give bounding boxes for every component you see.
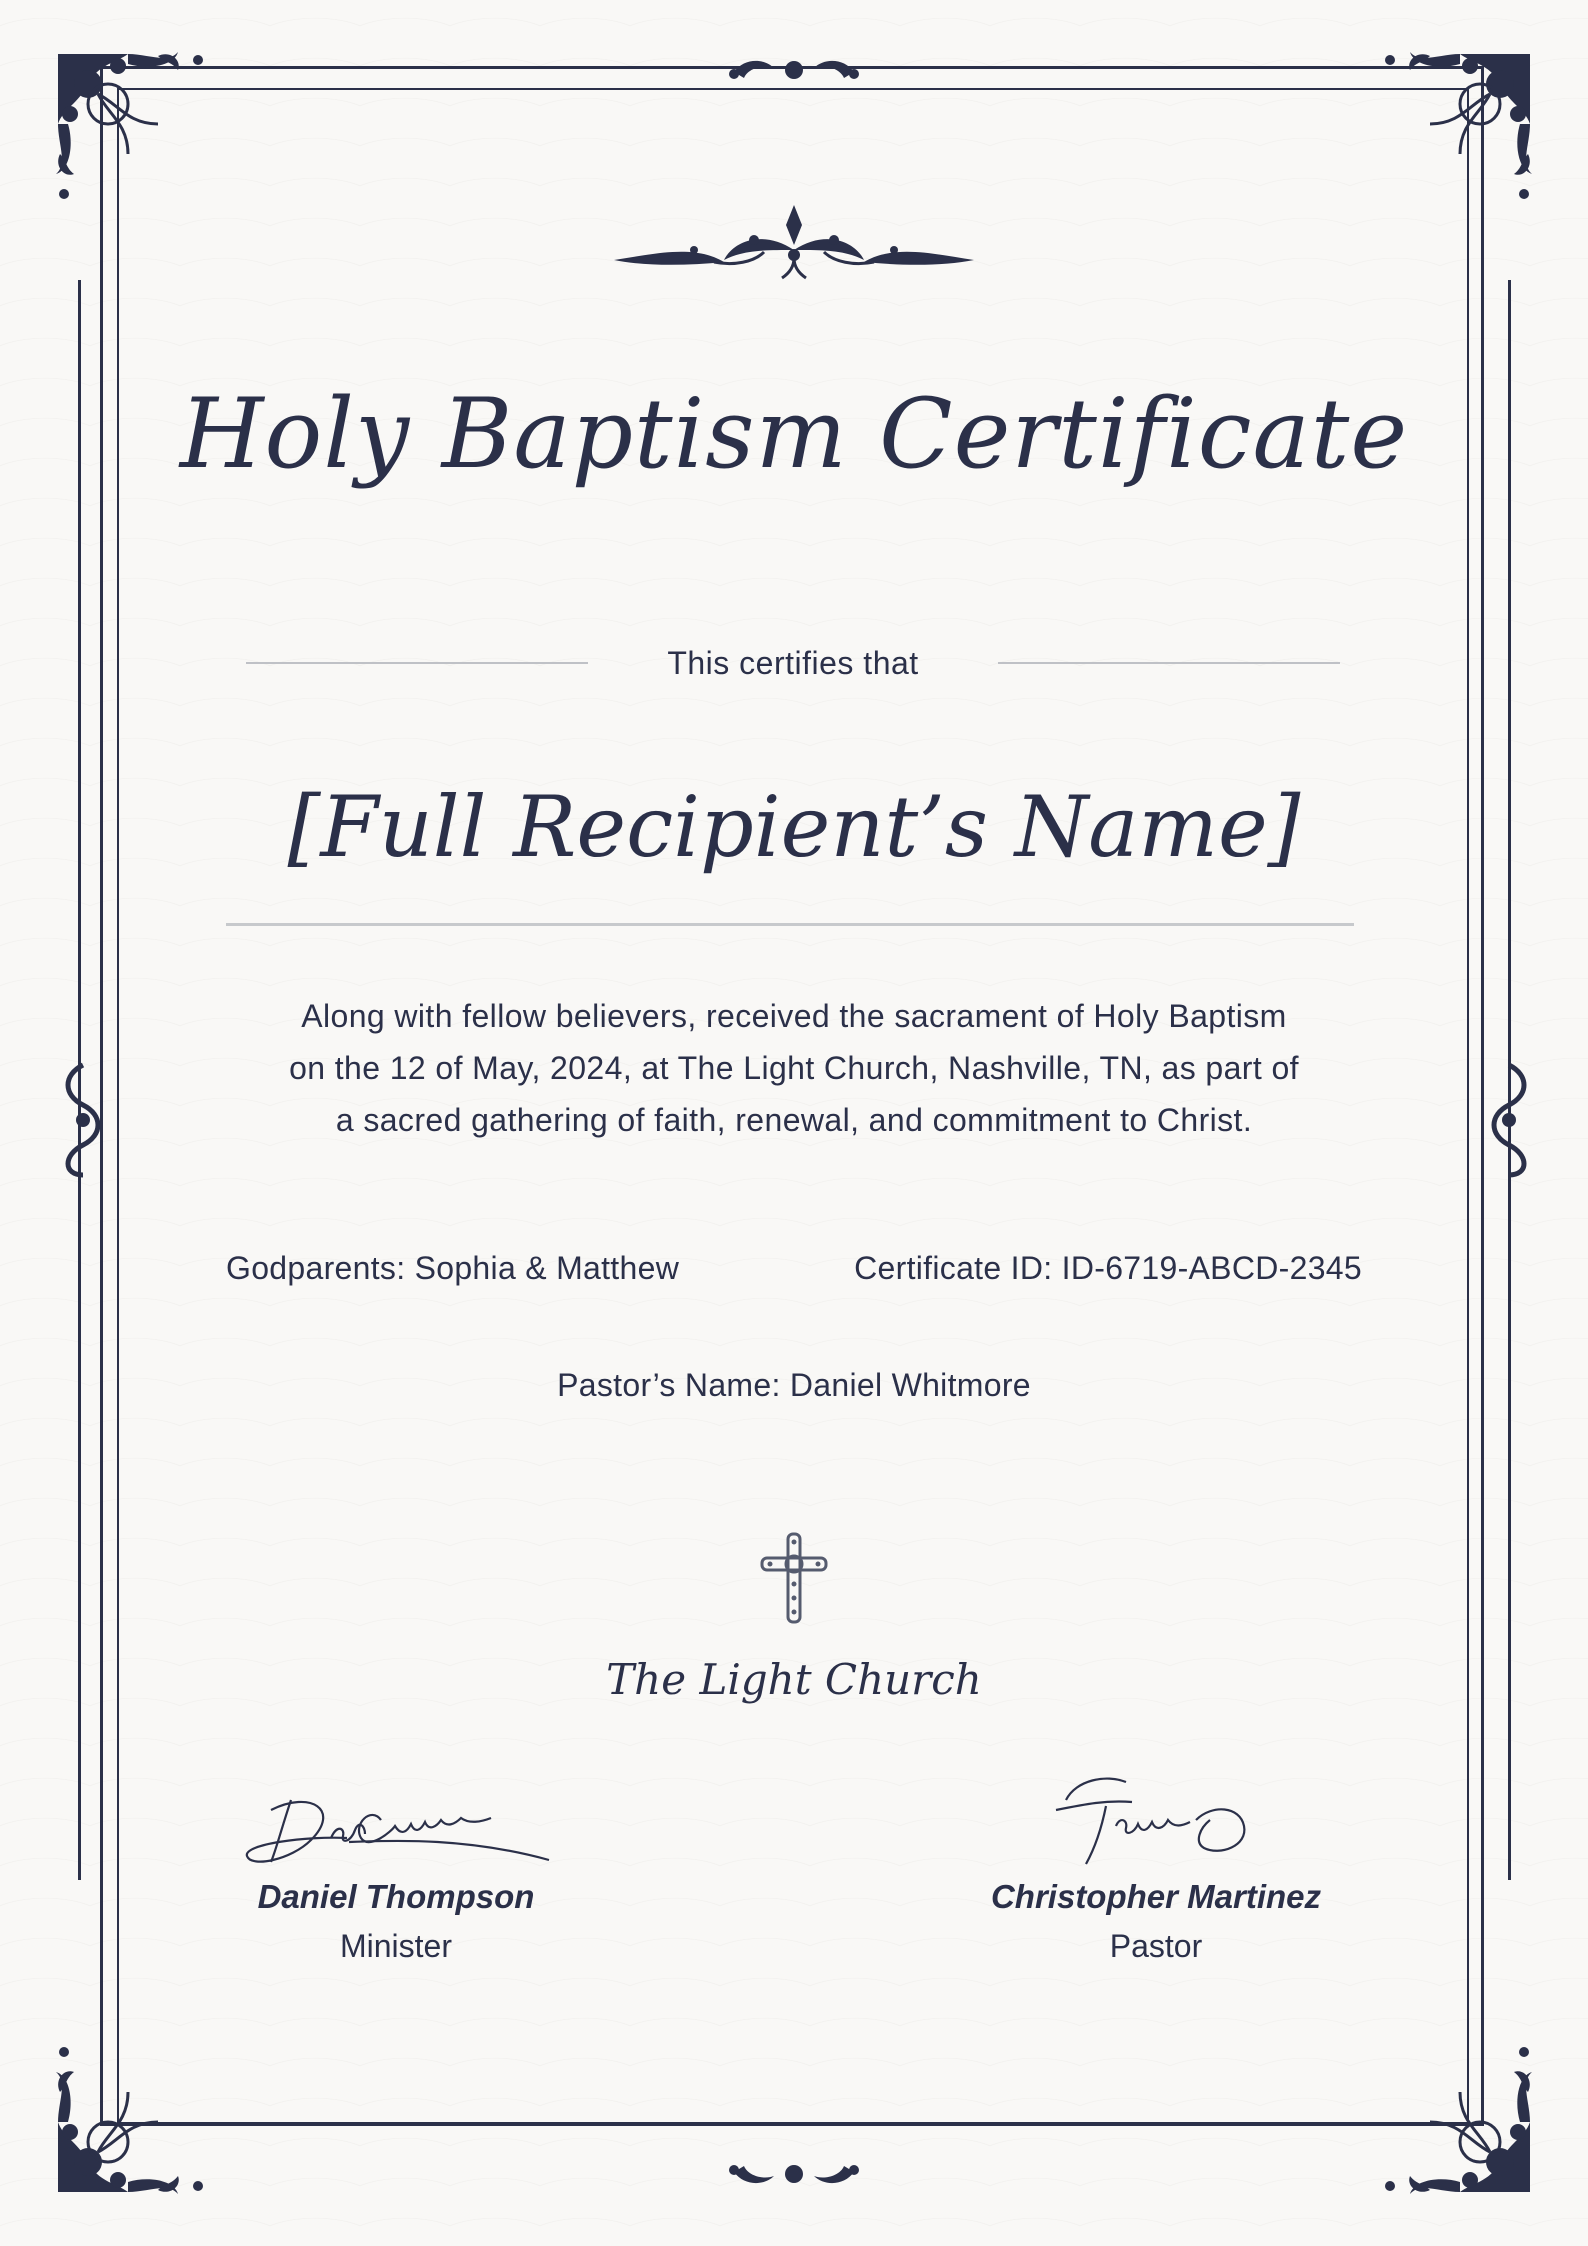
certificate-id-text: Certificate ID: ID-6719-ABCD-2345	[854, 1250, 1362, 1286]
signer-role: Minister	[339, 1928, 452, 1964]
left-divider	[246, 662, 588, 664]
cross-icon	[756, 1530, 832, 1626]
bottom-edge-ornament-icon	[724, 2152, 864, 2192]
godparents-text: Godparents: Sophia & Matthew	[226, 1250, 680, 1286]
signature-block-pastor	[946, 1770, 1366, 1965]
signature-block-minister	[186, 1780, 606, 1965]
signature-image	[241, 1780, 551, 1870]
body-line: a sacred gathering of faith, renewal, and commitment to Christ.	[335, 1102, 1253, 1138]
certifies-row	[246, 638, 1340, 688]
corner-ornament-icon	[48, 2022, 228, 2202]
certificate-title: Holy Baptism Certificate	[179, 378, 1409, 490]
right-divider	[998, 662, 1340, 664]
recipient-name: [Full Recipient’s Name]	[287, 778, 1301, 876]
side-scroll-icon	[1484, 1060, 1534, 1180]
corner-ornament-icon	[48, 44, 228, 224]
certificate-body	[200, 990, 1388, 1146]
recipient-underline	[226, 923, 1354, 926]
body-line: on the 12 of May, 2024, at The Light Church, Nashville, TN, as part of	[289, 1050, 1299, 1086]
signer-name: Daniel Thompson	[257, 1878, 535, 1915]
info-row	[226, 1250, 1362, 1300]
flourish-icon	[604, 200, 984, 290]
side-scroll-icon	[58, 1060, 108, 1180]
signature-image	[1046, 1770, 1266, 1870]
corner-ornament-icon	[1360, 2022, 1540, 2202]
signer-role: Pastor	[1109, 1928, 1203, 1964]
top-edge-ornament-icon	[724, 52, 864, 92]
pastor-name-text: Pastor’s Name: Daniel Whitmore	[557, 1367, 1031, 1403]
body-line: Along with fellow believers, received the sacrament of Holy Baptism	[301, 998, 1287, 1034]
church-name: The Light Church	[606, 1655, 982, 1704]
signer-name: Christopher Martinez	[990, 1878, 1322, 1915]
certifies-label: This certifies that	[667, 644, 919, 681]
corner-ornament-icon	[1360, 44, 1540, 224]
